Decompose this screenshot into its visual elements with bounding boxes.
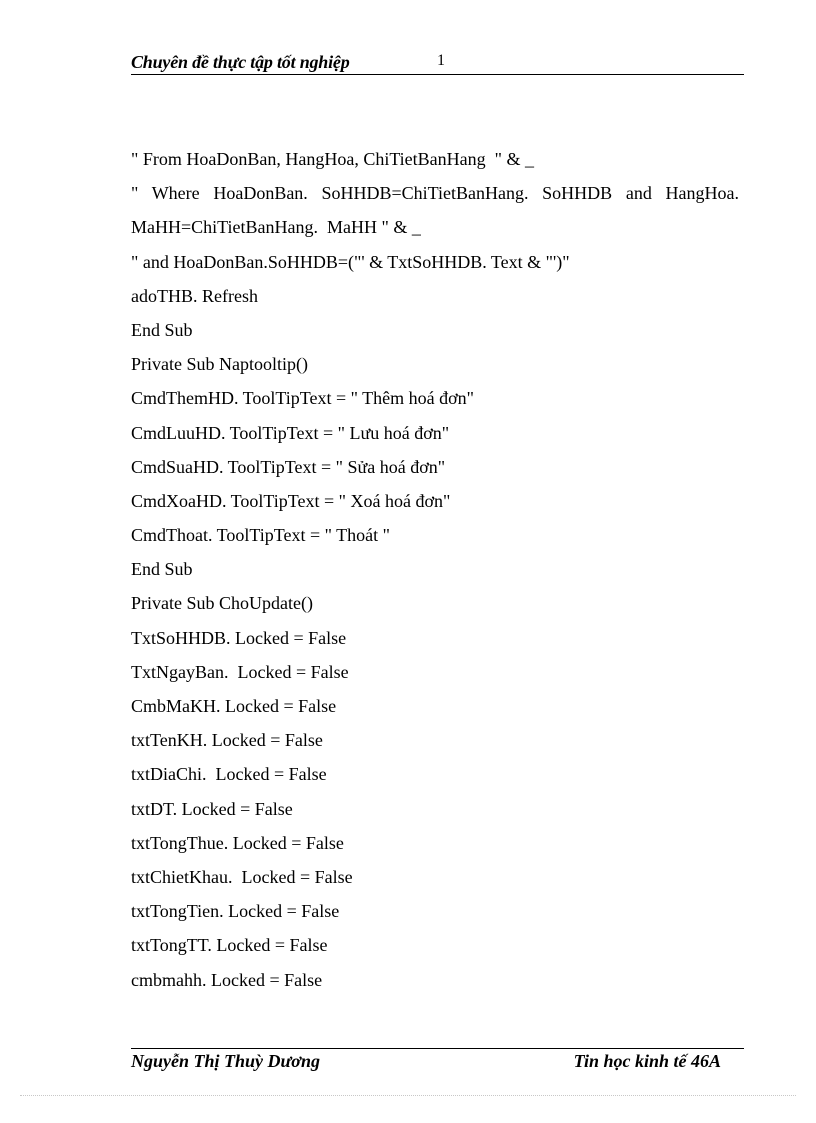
code-line: CmdSuaHD. ToolTipText = " Sửa hoá đơn" bbox=[131, 456, 446, 477]
code-line: txtTongTT. Locked = False bbox=[131, 935, 328, 956]
code-line: Private Sub Naptooltip() bbox=[131, 354, 308, 375]
code-line: CmdThoat. ToolTipText = " Thoát " bbox=[131, 525, 391, 546]
code-listing bbox=[131, 142, 739, 997]
footer-class: Tin học kinh tế 46A bbox=[573, 1051, 721, 1071]
code-line: " and HoaDonBan.SoHHDB=("' & TxtSoHHDB. Text & "')" bbox=[131, 251, 570, 272]
code-line: Private Sub ChoUpdate() bbox=[131, 593, 313, 614]
page-header bbox=[131, 52, 744, 75]
code-line: txtChietKhau. Locked = False bbox=[131, 866, 353, 887]
code-line: CmbMaKH. Locked = False bbox=[131, 696, 337, 716]
code-line: CmdXoaHD. ToolTipText = " Xoá hoá đơn" bbox=[131, 490, 451, 511]
code-line: cmbmahh. Locked = False bbox=[131, 969, 323, 990]
footer-author: Nguyễn Thị Thuỳ Dương bbox=[131, 1051, 320, 1071]
code-line: MaHH=ChiTietBanHang. MaHH " & _ bbox=[131, 217, 421, 238]
page-footer bbox=[131, 1048, 744, 1077]
page-number: 1 bbox=[437, 52, 445, 69]
code-line: txtTongThue. Locked = False bbox=[131, 832, 344, 853]
code-line: End Sub bbox=[131, 559, 193, 580]
header-title: Chuyên đề thực tập tốt nghiệp bbox=[131, 52, 350, 72]
page-edge-divider bbox=[20, 1095, 796, 1096]
code-line: adoTHB. Refresh bbox=[131, 285, 258, 306]
code-line: " From HoaDonBan, HangHoa, ChiTietBanHang " & _ bbox=[131, 149, 535, 169]
code-line: End Sub bbox=[131, 319, 193, 340]
code-line: txtDT. Locked = False bbox=[131, 798, 293, 819]
code-line: txtTongTien. Locked = False bbox=[131, 901, 340, 922]
code-line: " Where HoaDonBan. SoHHDB=ChiTietBanHang. SoHHDB and HangHoa. bbox=[131, 183, 739, 204]
code-line: txtTenKH. Locked = False bbox=[131, 730, 323, 751]
code-line: CmdLuuHD. ToolTipText = " Lưu hoá đơn" bbox=[131, 422, 450, 443]
code-line: txtDiaChi. Locked = False bbox=[131, 764, 327, 785]
code-line: TxtSoHHDB. Locked = False bbox=[131, 627, 347, 648]
code-line: TxtNgayBan. Locked = False bbox=[131, 661, 349, 682]
code-line: CmdThemHD. ToolTipText = " Thêm hoá đơn" bbox=[131, 388, 475, 409]
